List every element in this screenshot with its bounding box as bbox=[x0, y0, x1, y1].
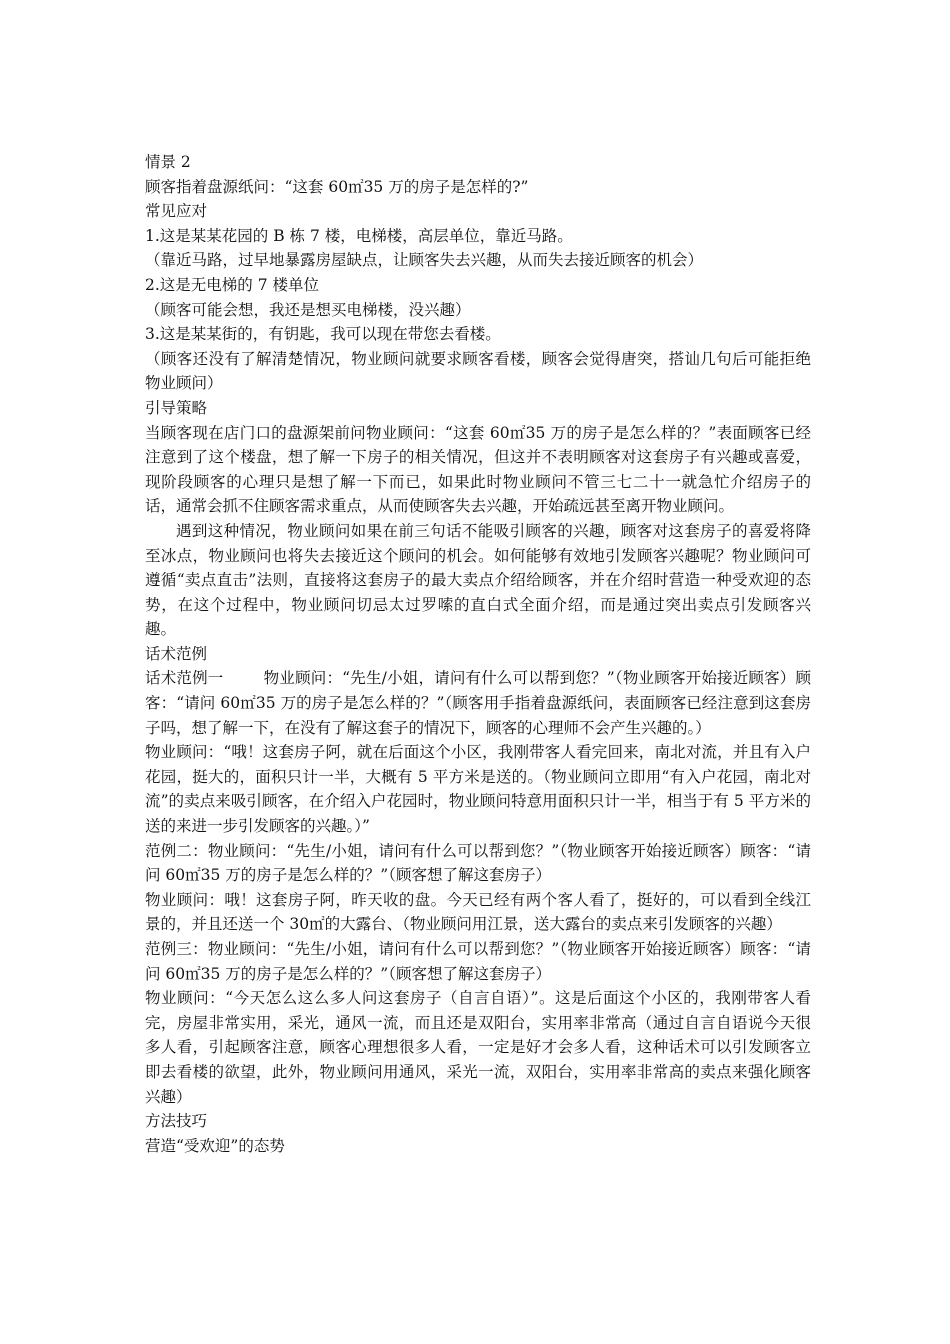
response-3: 3.这是某某街的，有钥匙，我可以现在带您去看楼。 bbox=[145, 325, 501, 344]
strategy-paragraph-1: 当顾客现在店门口的盘源架前问物业顾问：“这套 60㎡35 万的房子是怎么样的？”表面顾客已经注意到了这个楼盘，想了解一下房子的相关情况，但这并不表明顾客对这套房子有兴趣或喜爱，现阶段顾客的心理只是想了解一下而已，如果此时物业顾问不管三七二十一就急忙介绍房子的话，通常会抓不住顾客需求重点，从而使顾客失去兴趣，开始疏远甚至离开物业顾问。 bbox=[145, 423, 811, 516]
response-2: 2.这是无电梯的 7 楼单位 bbox=[145, 275, 320, 294]
example-2-reply: 物业顾问：哦！这套房子阿，昨天收的盘。今天已经有两个客人看了，挺好的，可以看到全线江景的，并且还送一个 30㎡的大露台、（物业顾问用江景，送大露台的卖点来引发顾客的兴趣） bbox=[145, 890, 811, 934]
response-1-note: （靠近马路，过早地暴露房屋缺点，让顾客失去兴趣，从而失去接近顾客的机会） bbox=[145, 251, 704, 270]
tips-heading: 方法技巧 bbox=[145, 1112, 208, 1131]
example-3: 范例三：物业顾问：“先生/小姐，请问有什么可以帮到您？”（物业顾客开始接近顾客）顾客：“请问 60㎡35 万的房子是怎么样的？”（顾客想了解这套房子） bbox=[145, 940, 811, 983]
example-1-reply: 物业顾问：“哦！这套房子阿，就在后面这个小区，我刚带客人看完回来，南北对流，并且有入户花园，挺大的，面积只计一半，大概有 5 平方米是送的。（物业顾问立即用“有入户花园，南北对流”的卖点来吸引顾客，在介绍入户花园时，物业顾问特意用面积只计一半，相当于有 5 平方米的送的来进一步引发顾客的兴趣。）” bbox=[145, 743, 811, 836]
example-2: 范例二：物业顾问：“先生/小姐，请问有什么可以帮到您？”（物业顾客开始接近顾客）顾客：“请问 60㎡35 万的房子是怎么样的？”（顾客想了解这套房子） bbox=[145, 841, 811, 885]
strategy-paragraph-2: 遇到这种情况，物业顾问如果在前三句话不能吸引顾客的兴趣，顾客对这套房子的喜爱将降至冰点，物业顾问也将失去接近这个顾问的机会。如何能够有效地引发顾客兴趣呢？物业顾问可遵循“卖点直击”法则，直接将这套房子的最大卖点介绍给顾客，并在介绍时营造一种受欢迎的态势，在这个过程中，物业顾问切忌太过罗嗦的直白式全面介绍，而是通过突出卖点引发顾客兴趣。 bbox=[145, 521, 811, 639]
customer-question: 顾客指着盘源纸问：“这套 60㎡35 万的房子是怎样的?” bbox=[145, 177, 529, 196]
example-1-text: 物业顾问：“先生/小姐，请问有什么可以帮到您？”（物业顾客开始接近顾客）顾客：“请问 60㎡35 万的房子是怎么样的？”（顾客用手指着盘源纸问，表面顾客已经注意到这套房子吗，想了解一下，在没有了解这套子的情况下，顾客的心理师不会产生兴趣的。） bbox=[145, 669, 811, 737]
examples-heading: 话术范例 bbox=[145, 644, 208, 663]
response-3-note: （顾客还没有了解清楚情况，物业顾问就要求顾客看楼，顾客会觉得唐突，搭讪几句后可能拒绝物业顾问） bbox=[145, 349, 811, 393]
tips-item: 营造“受欢迎”的态势 bbox=[145, 1136, 285, 1155]
example-1-label: 话术范例一 bbox=[145, 669, 224, 688]
scene-title: 情景 2 bbox=[145, 153, 191, 171]
response-1: 1.这是某某花园的 B 栋 7 楼，电梯楼，高层单位，靠近马路。 bbox=[145, 226, 573, 245]
response-2-note: （顾客可能会想，我还是想买电梯楼，没兴趣） bbox=[145, 300, 471, 319]
document-body bbox=[145, 150, 811, 1158]
example-1 bbox=[145, 666, 811, 740]
common-response-heading: 常见应对 bbox=[145, 202, 208, 221]
example-3-reply: 物业顾问：“今天怎么这么多人问这套房子（自言自语）”。这是后面这个小区的，我刚带客人看完，房屋非常实用，采光，通风一流，而且还是双阳台，实用率非常高（通过自言自语说今天很多人看，引起顾客注意，顾客心理想很多人看，一定是好才会多人看，这种话术可以引发顾客立即去看楼的欲望，此外，物业顾问用通风，采光一流，双阳台，实用率非常高的卖点来强化顾客兴趣） bbox=[145, 989, 811, 1106]
strategy-heading: 引导策略 bbox=[145, 398, 208, 417]
